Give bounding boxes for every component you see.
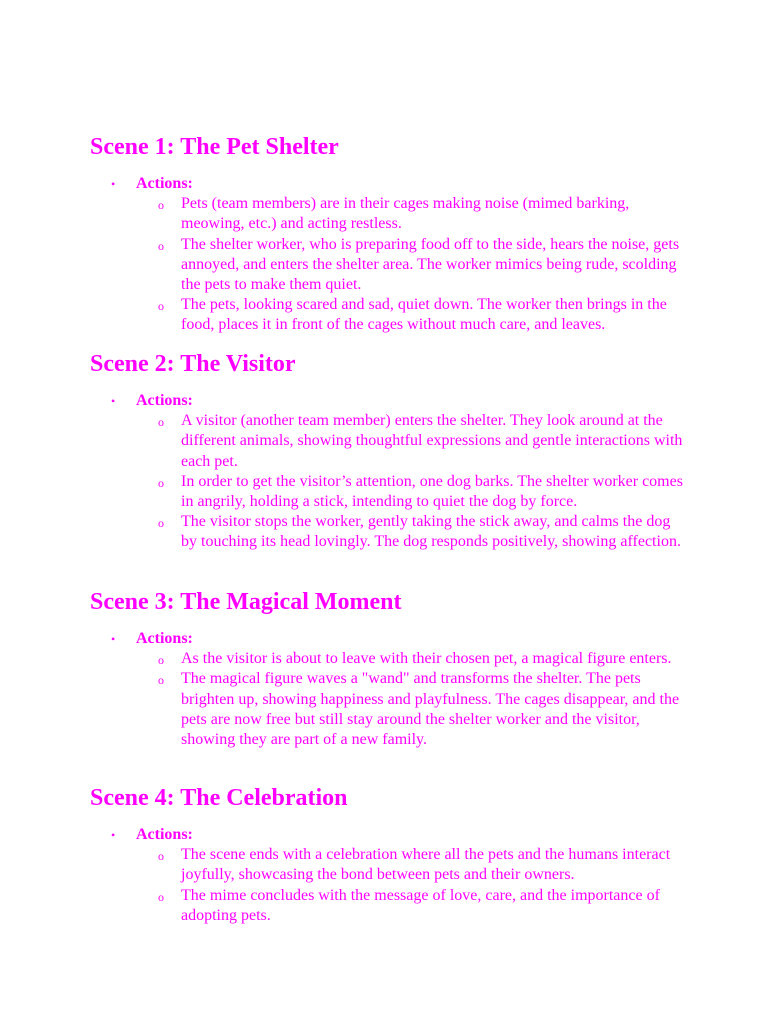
actions-label: Actions: [136, 392, 193, 409]
action-text: The pets, looking scared and sad, quiet down. The worker then brings in the food, places it in front of the cages without much care, and leaves. [181, 296, 667, 334]
actions-list-item [90, 629, 690, 750]
scene-title: Scene 3: The Magical Moment [90, 589, 402, 615]
action-text: The magical figure waves a "wand" and transforms the shelter. The pets brighten up, showing happiness and playfulness. The cages disappear, and the pets are now free but still stay around the shelter worker and the visitor, showing they are part of a new family. [181, 670, 680, 749]
circle-bullet-icon: o [158, 475, 164, 490]
action-sublist [136, 411, 690, 552]
bullet-icon: • [111, 394, 116, 408]
scene-1 [90, 134, 690, 336]
scene-4 [90, 785, 690, 926]
action-item [136, 886, 684, 926]
scene-title: Scene 4: The Celebration [90, 785, 348, 811]
action-text: The visitor stops the worker, gently taking the stick away, and calms the dog by touching its head lovingly. The dog responds positively, showing affection. [181, 513, 681, 551]
circle-bullet-icon: o [158, 849, 164, 864]
action-item [136, 512, 684, 552]
circle-bullet-icon: o [158, 415, 164, 430]
bullet-icon: • [111, 632, 116, 646]
action-text: The scene ends with a celebration where all the pets and the humans interact joyfully, showcasing the bond between pets and their owners. [181, 846, 671, 884]
action-text: The mime concludes with the message of love, care, and the importance of adopting pets. [181, 886, 660, 924]
actions-label: Actions: [136, 175, 193, 192]
action-item [136, 669, 684, 750]
scene-3 [90, 589, 690, 750]
bullet-icon: • [111, 828, 116, 842]
action-text: A visitor (another team member) enters the shelter. They look around at the different animals, showing thoughtful expressions and gentle interactions with each pet. [181, 412, 683, 470]
circle-bullet-icon: o [158, 653, 164, 668]
action-item [136, 235, 684, 296]
action-item [136, 295, 684, 335]
action-item [136, 845, 684, 885]
action-item [136, 194, 684, 234]
bullet-icon: • [111, 177, 116, 191]
circle-bullet-icon: o [158, 673, 164, 688]
action-item [136, 649, 684, 669]
actions-list-item [90, 391, 690, 553]
circle-bullet-icon: o [158, 299, 164, 314]
actions-list-item [90, 174, 690, 336]
action-text: In order to get the visitor’s attention, one dog barks. The shelter worker comes in angrily, holding a stick, intending to quiet the dog by force. [181, 472, 683, 511]
scene-2 [90, 351, 690, 553]
action-item [136, 411, 684, 472]
action-item [136, 472, 684, 512]
circle-bullet-icon: o [158, 238, 164, 253]
actions-label: Actions: [136, 826, 193, 843]
circle-bullet-icon: o [158, 889, 164, 904]
actions-list-item [90, 825, 690, 926]
action-text: The shelter worker, who is preparing food off to the side, hears the noise, gets annoyed, and enters the shelter area. The worker mimics being rude, scolding the pets to make them quiet. [181, 235, 680, 294]
action-sublist [136, 649, 690, 750]
scene-title: Scene 1: The Pet Shelter [90, 134, 339, 160]
action-sublist [136, 845, 690, 926]
circle-bullet-icon: o [158, 516, 164, 531]
action-text: Pets (team members) are in their cages making noise (mimed barking, meowing, etc.) and acting restless. [181, 195, 630, 233]
circle-bullet-icon: o [158, 198, 164, 213]
actions-label: Actions: [136, 630, 193, 647]
scene-title: Scene 2: The Visitor [90, 351, 296, 377]
action-sublist [136, 194, 690, 335]
action-text: As the visitor is about to leave with their chosen pet, a magical figure enters. [181, 650, 672, 668]
